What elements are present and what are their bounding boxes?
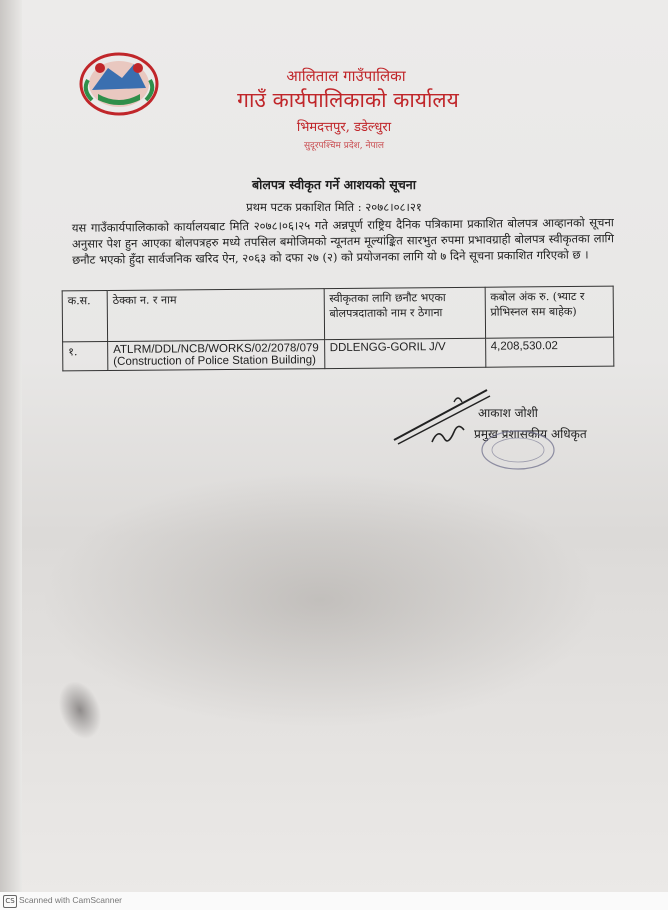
cell-sn: १. <box>63 342 108 371</box>
scanner-watermark-text: Scanned with CamScanner <box>19 895 123 905</box>
office-name: गाउँ कार्यपालिकाको कार्यालय <box>237 88 459 112</box>
office-address: भिमदत्तपुर, डडेल्धुरा <box>296 120 392 135</box>
signatory-role: प्रमुख प्रशासकीय अधिकृत <box>474 427 587 441</box>
province-name: सुदूरपश्चिम प्रदेश, नेपाल <box>303 141 385 151</box>
cell-contract <box>108 340 325 371</box>
contract-number: ATLRM/DDL/NCB/WORKS/02/2078/079 <box>113 342 319 356</box>
scanner-footer <box>0 892 668 910</box>
cell-amount: 4,208,530.02 <box>485 337 614 367</box>
publish-date: प्रथम पटक प्रकाशित मिति : २०७८।०८।२१ <box>246 200 422 214</box>
col-header-amount: कबोल अंक रु. (भ्याट र प्रोभिस्नल सम बाहेक) <box>485 286 614 338</box>
col-header-sn: क.स. <box>62 291 107 342</box>
camscanner-icon: CS <box>3 895 17 908</box>
tender-table <box>62 286 615 372</box>
org-name: आलिताल गाउँपालिका <box>286 67 406 85</box>
notice-title: बोलपत्र स्वीकृत गर्ने आशयको सूचना <box>252 177 416 192</box>
contract-name: (Construction of Police Station Building) <box>113 354 316 368</box>
table-header-row <box>62 286 613 342</box>
cell-bidder: DDLENGG-GORIL J/V <box>324 338 485 368</box>
smudge-dark <box>51 675 109 745</box>
stamp-icon <box>478 428 558 473</box>
notice-body: यस गाउँकार्यपालिकाको कार्यालयबाट मिति २०७८।०६।२५ गते अन्नपूर्ण राष्ट्रिय दैनिक पत्रिकामा प्रकाशित बोलपत्र आव्हानको सूचना अनुसार पेश हुन आएका बोलपत्रहरु मध्ये तपसिल बमोजिमको न्यूनतम मूल्यांङ्कित सारभुत रुपमा प्रभावग्राही बोलपत्र स्वीकृतका लागि छनौट भएको हुँदा सार्वजनिक खरिद ऐन, २०६३ को दफा २७ (२) को प्रयोजनका लागि यो ७ दिने सूचना प्रकाशित गरिएको छ । <box>71 215 615 267</box>
table-row <box>63 337 614 371</box>
col-header-bidder: स्वीकृतका लागि छनौट भएका बोलपत्रदाताको नाम र ठेगाना <box>324 287 485 339</box>
col-header-contract: ठेक्का न. र नाम <box>107 289 324 342</box>
smudge <box>40 470 600 730</box>
signatory-name: आकाश जोशी <box>478 406 538 420</box>
